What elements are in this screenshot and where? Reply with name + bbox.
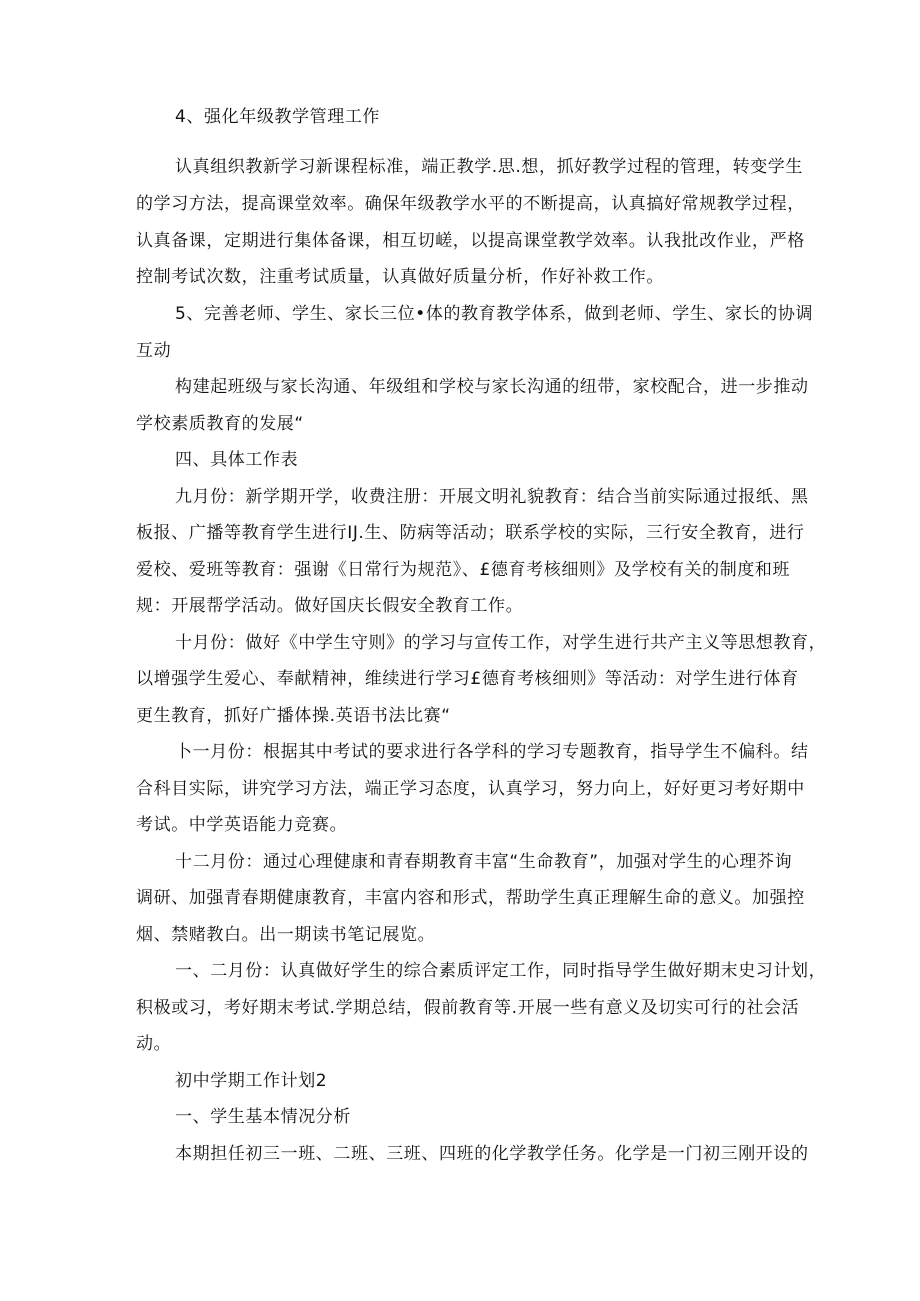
text-line: 学校素质教育的发展“ (136, 414, 304, 434)
text-line: 考试。中学英语能力竞赛。 (136, 815, 348, 835)
text-line: 九月份：新学期开学，收费注册：开展文明礼貌教育：结合当前实际通过报纸、黑 (175, 487, 809, 507)
text-line: 本期担任初三一班、二班、三班、四班的化学教学任务。化学是一门初三刚开设的 (175, 1144, 809, 1164)
text-line: 互动 (136, 341, 172, 361)
text-line: 认真备课，定期进行集体备课，相互切嵯，以提高课堂教学效率。认我批改作业，严格 (136, 231, 805, 251)
text-line: 动。 (136, 1034, 172, 1054)
text-line: 烟、禁赌教白。出一期读书笔记展览。 (136, 925, 436, 945)
text-line: 积极或习，考好期末考试.学期总结，假前教育等.开展一些有意义及切实可行的社会活 (136, 998, 800, 1018)
section-heading-1: 一、学生基本情况分析 (175, 1107, 351, 1127)
text-line: 认真组织教新学习新课程标准，端正教学.思.想，抓好教学过程的管理，转变学生 (175, 157, 804, 177)
text-line: 调研、加强青春期健康教育，丰富内容和形式，帮助学生真正理解生命的意义。加强控 (136, 888, 805, 908)
section-heading-5: 5、完善老师、学生、家长三位•体的教育教学体系，做到老师、学生、家长的协调 (175, 304, 814, 324)
text-line: 板报、广播等教育学生进行IJ.生、防病等活动；联系学校的实际，三行安全教育，进行 (136, 523, 805, 543)
text-line: 更生教育，抓好广播体操.英语书法比赛“ (136, 706, 451, 726)
section-heading-4: 4、强化年级教学管理工作 (175, 107, 381, 127)
text-line: 规：开展帮学活动。做好国庆长假安全教育工作。 (136, 596, 524, 616)
text-line: 爱校、爱班等教育：强谢《日常行为规范》、£德育考核细则》及学校有关的制度和班 (136, 560, 791, 580)
text-line: 一、二月份：认真做好学生的综合素质评定工作，同时指导学生做好期末史习计划， (175, 961, 827, 981)
section-heading-schedule: 四、具体工作表 (175, 450, 299, 470)
text-line: 以增强学生爱心、奉献精神，维续进行学习£德育考核细则》等活动：对学生进行体育 (136, 669, 799, 689)
text-line: 卜一月份：根据其中考试的要求进行各学科的学习专题教育，指导学生不偏科。结 (175, 742, 809, 762)
text-line: 控制考试次数，注重考试质量，认真做好质量分析，作好补救工作。 (136, 267, 664, 287)
text-line: 合科目实际，讲究学习方法，端正学习态度，认真学习，努力向上，好好更习考好期中 (136, 779, 805, 799)
text-line: 构建起班级与家长沟通、年级组和学校与家长沟通的纽带，家校配合，进一步推动 (175, 377, 809, 397)
document-title-2: 初中学期工作计划2 (175, 1071, 328, 1091)
text-line: 十月份：做好《中学生守则》的学习与宣传工作，对学生进行共产主义等思想教育， (175, 633, 827, 653)
text-line: 的学习方法，提高课堂效率。确保年级教学水平的不断提高，认真搞好常规教学过程， (136, 194, 805, 214)
text-line: 十二月份：通过心理健康和青春期教育丰富“生命教育”，加强对学生的心理芥询 (175, 852, 793, 872)
